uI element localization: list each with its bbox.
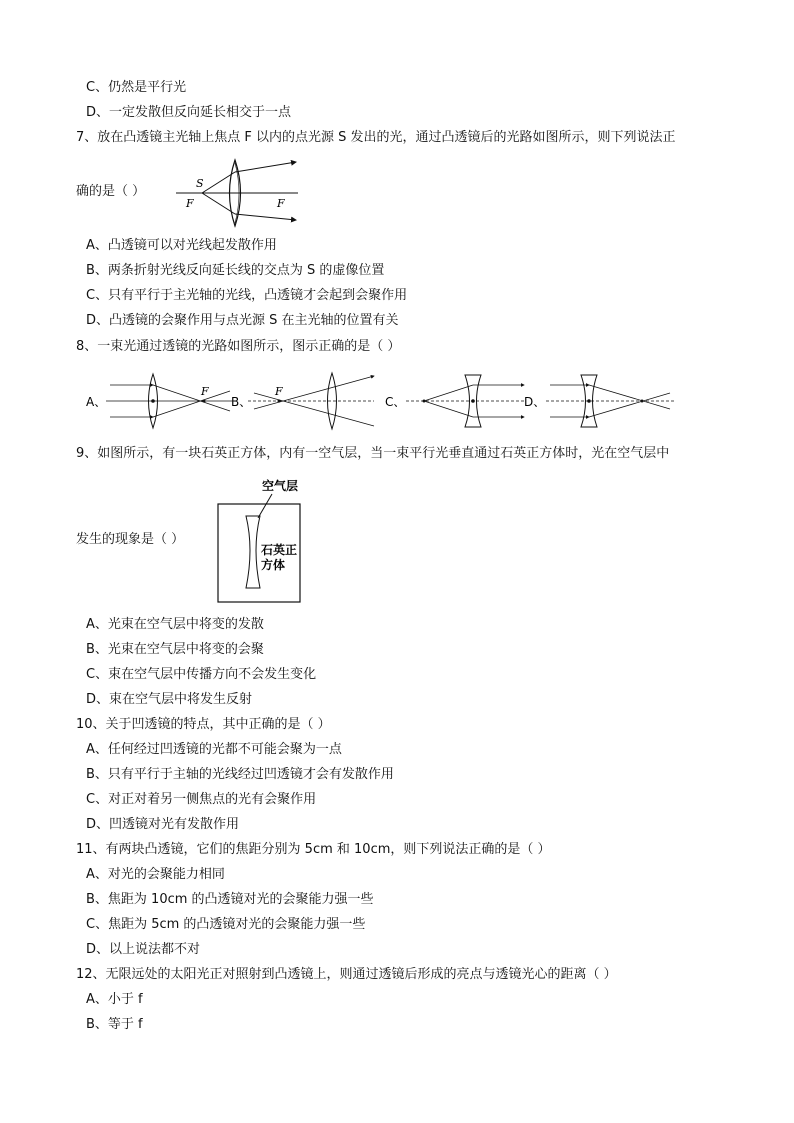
q9-option-d: D、束在空气层中将发生反射 <box>86 692 253 707</box>
q6-option-c: C、仍然是平行光 <box>86 80 187 95</box>
q7-option-b: B、两条折射光线反向延长线的交点为 S 的虚像位置 <box>86 263 385 278</box>
q9-option-b: B、光束在空气层中将变的会聚 <box>86 642 264 657</box>
q11-option-a: A、对光的会聚能力相同 <box>86 867 225 882</box>
q11-stem: 11、有两块凸透镜，它们的焦距分别为 5cm 和 10cm，则下列说法正确的是（ ） <box>76 842 551 857</box>
q12-stem: 12、无限远处的太阳光正对照射到凸透镜上，则通过透镜后形成的亮点与透镜光心的距离（ ） <box>76 967 617 982</box>
q10-option-a: A、任何经过凹透镜的光都不可能会聚为一点 <box>86 742 342 757</box>
q8-label-d: D、 <box>524 395 546 409</box>
q9-quartz-block-diagram <box>214 474 324 604</box>
q8-diagram-a <box>106 374 234 428</box>
q12-option-a: A、小于 f <box>86 992 143 1007</box>
q6-option-d: D、一定发散但反向延长相交于一点 <box>86 105 292 120</box>
q7-stem-continued: 确的是（ ） <box>76 184 146 199</box>
q7-label-f-left: F <box>186 197 194 210</box>
q10-option-b: B、只有平行于主轴的光线经过凹透镜才会有发散作用 <box>86 767 394 782</box>
q11-option-b: B、焦距为 10cm 的凸透镜对光的会聚能力强一些 <box>86 892 374 907</box>
q7-option-c: C、只有平行于主光轴的光线，凸透镜才会起到会聚作用 <box>86 288 408 303</box>
q8-label-b: B、 <box>231 395 252 409</box>
q8-label-c: C、 <box>385 395 406 409</box>
q7-option-d: D、凸透镜的会聚作用与点光源 S 在主光轴的位置有关 <box>86 313 399 328</box>
q8-diagram-c <box>406 375 524 427</box>
q8-diagram-d <box>546 375 674 427</box>
q7-label-f-right: F <box>277 197 285 210</box>
q9-block-label-1: 石英正 <box>261 543 298 557</box>
q11-option-d: D、以上说法都不对 <box>86 942 201 957</box>
q7-option-a: A、凸透镜可以对光线起发散作用 <box>86 238 277 253</box>
q8-a-focus: F <box>201 385 209 398</box>
q10-stem: 10、关于凹透镜的特点，其中正确的是（ ） <box>76 717 331 732</box>
q8-label-a: A、 <box>86 395 107 409</box>
q9-air-layer-label: 空气层 <box>262 479 299 493</box>
q8-lens-diagrams <box>84 371 724 431</box>
q7-label-s: S <box>196 177 204 190</box>
q8-diagram-b <box>248 373 374 429</box>
q9-block-label-2: 方体 <box>261 558 286 572</box>
q9-stem-continued: 发生的现象是（ ） <box>76 532 185 547</box>
q11-option-c: C、焦距为 5cm 的凸透镜对光的会聚能力强一些 <box>86 917 366 932</box>
q9-option-c: C、束在空气层中传播方向不会发生变化 <box>86 667 317 682</box>
q8-b-focus: F <box>275 385 283 398</box>
q10-option-d: D、凹透镜对光有发散作用 <box>86 817 240 832</box>
q9-stem: 9、如图所示，有一块石英正方体，内有一空气层，当一束平行光垂直通过石英正方体时，光在空气层中 <box>76 446 670 461</box>
q7-convex-lens-diagram <box>172 158 302 228</box>
q10-option-c: C、对正对着另一侧焦点的光有会聚作用 <box>86 792 317 807</box>
q12-option-b: B、等于 f <box>86 1017 143 1032</box>
q9-option-a: A、光束在空气层中将变的发散 <box>86 617 264 632</box>
q8-stem: 8、一束光通过透镜的光路如图所示，图示正确的是（ ） <box>76 339 401 354</box>
q7-stem: 7、放在凸透镜主光轴上焦点 F 以内的点光源 S 发出的光，通过凸透镜后的光路如图所示，则下列说法正 <box>76 130 676 145</box>
